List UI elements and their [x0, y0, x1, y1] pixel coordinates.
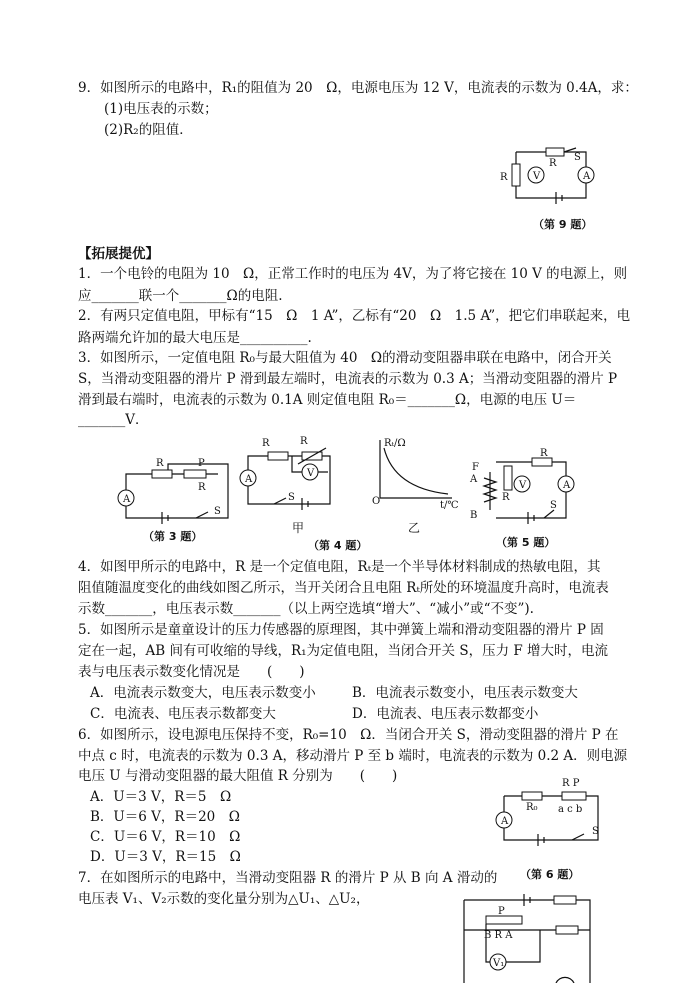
svg-text:S: S — [550, 500, 557, 511]
p4-line-1: 4．如图甲所示的电路中，R 是一个定值电阻，Rₜ是一个半导体材料制成的热敏电阻，其 — [78, 559, 601, 575]
q9-text: 9．如图所示的电路中，R₁的阻值为 20 Ω，电源电压为 12 V，电流表的示数为 0.4A，求： — [78, 80, 638, 96]
svg-text:R: R — [300, 436, 308, 447]
p2-line-2: 路两端允许加的最大电压是__________. — [78, 330, 312, 346]
fig3-circuit-diagram — [118, 452, 238, 522]
p6-option-a: A．U＝3 V，R＝5 Ω — [90, 789, 232, 805]
p6-line-2: 中点 c 时，电流表的示数为 0.3 A，移动滑片 P 至 b 端时，电流表的示数为 0.2 A．则电源 — [78, 748, 628, 764]
p3-line-4: _______V． — [78, 412, 149, 428]
svg-text:O: O — [372, 496, 381, 507]
svg-text:R: R — [549, 158, 557, 169]
svg-text:R: R — [262, 438, 270, 449]
p5-option-b: B．电流表示数变小，电压表示数变大 — [352, 685, 578, 701]
fig4-caption: （第 4 题） — [308, 539, 368, 552]
p2-line-1: 2．有两只定值电阻，甲标有“15 Ω 1 A”，乙标有“20 Ω 1.5 A”，把它们串联起来，电 — [78, 308, 631, 324]
fig7-circuit-diagram — [460, 890, 600, 983]
p6-option-d: D．U＝3 V，R＝15 Ω — [90, 849, 241, 865]
svg-text:A: A — [123, 494, 131, 505]
q9-sub-1: (1)电压表的示数； — [104, 101, 218, 117]
p6-option-c: C．U＝6 V，R＝10 Ω — [90, 829, 241, 845]
svg-text:V: V — [307, 468, 315, 479]
svg-text:Rₜ/Ω: Rₜ/Ω — [384, 438, 406, 449]
svg-text:V: V — [519, 480, 527, 491]
svg-text:S: S — [288, 492, 295, 503]
svg-text:R P: R P — [562, 778, 580, 789]
q9-caption: （第 9 题） — [533, 218, 593, 231]
fig4-graph — [370, 438, 460, 511]
svg-text:A: A — [470, 474, 478, 485]
svg-text:t/℃: t/℃ — [440, 500, 459, 511]
svg-text:R: R — [540, 448, 548, 459]
svg-text:R₀: R₀ — [526, 802, 538, 813]
svg-text:V₁: V₁ — [493, 958, 505, 969]
svg-text:R: R — [198, 482, 206, 493]
svg-text:A: A — [583, 171, 591, 182]
p5-line-2: 定在一起，AB 间有可收缩的导线，R₁为定值电阻，当闭合开关 S，压力 F 增大时，电流 — [78, 643, 609, 659]
p3-line-1: 3．如图所示，一定值电阻 R₀与最大阻值为 40 Ω的滑动变阻器串联在电路中，闭合开关 — [78, 350, 612, 366]
svg-text:V: V — [533, 171, 541, 182]
q9-circuit-diagram — [496, 140, 606, 210]
svg-text:S: S — [592, 826, 599, 837]
svg-text:R: R — [502, 492, 510, 503]
p1-line-1: 1．一个电铃的电阻为 10 Ω，正常工作时的电压为 4V，为了将它接在 10 V 的电源上，则 — [78, 266, 628, 282]
p6-option-b: B．U＝6 V，R＝20 Ω — [90, 809, 240, 825]
svg-text:A: A — [563, 480, 571, 491]
fig3-caption: （第 3 题） — [143, 530, 203, 543]
fig4-circuit-diagram — [240, 438, 350, 508]
svg-text:P: P — [198, 458, 205, 469]
fig4-label-jia: 甲 — [292, 521, 305, 535]
p5-option-a: A．电流表示数变大，电压表示数变小 — [90, 685, 316, 701]
p3-line-3: 滑到最右端时，电流表的示数为 0.1A 则定值电阻 R₀＝_______Ω，电源的电压 U＝ — [78, 392, 577, 408]
svg-text:A: A — [245, 474, 253, 485]
svg-text:a c b: a c b — [558, 804, 583, 815]
svg-text:R: R — [156, 458, 164, 469]
svg-text:R: R — [500, 172, 508, 183]
p5-line-1: 5．如图所示是童童设计的压力传感器的原理图，其中弹簧上端和滑动变阻器的滑片 P 固 — [78, 622, 604, 638]
svg-text:S: S — [214, 506, 221, 517]
fig5-circuit-diagram — [466, 448, 586, 522]
fig6-circuit-diagram — [494, 776, 602, 848]
p5-option-d: D．电流表、电压表示数都变小 — [352, 706, 539, 722]
p6-line-3: 电压 U 与滑动变阻器的最大阻值 R 分别为 ( ) — [78, 768, 398, 784]
p6-line-1: 6．如图所示，设电源电压保持不变，R₀=10 Ω．当闭合开关 S，滑动变阻器的滑片 P 在 — [78, 727, 619, 743]
p5-line-3: 表与电压表示数变化情况是 ( ) — [78, 664, 305, 680]
svg-text:A: A — [501, 816, 509, 827]
section-title: 【拓展提优】 — [78, 246, 159, 262]
q9-sub-2: (2)R₂的阻值． — [104, 122, 193, 138]
svg-text:B R A: B R A — [484, 930, 513, 941]
p7-line-1: 7．在如图所示的电路中，当滑动变阻器 R 的滑片 P 从 B 向 A 滑动的 — [78, 870, 498, 886]
svg-text:F: F — [472, 462, 479, 473]
p4-line-3: 示数_______，电压表示数_______（以上两空选填“增大”、“减小”或“不变”). — [78, 601, 534, 617]
p7-line-2: 电压表 V₁、V₂示数的变化量分别为△U₁、△U₂， — [78, 891, 370, 907]
p5-option-c: C．电流表、电压表示数都变大 — [90, 706, 276, 722]
fig5-caption: （第 5 题） — [496, 536, 556, 549]
p3-line-2: S，当滑动变阻器的滑片 P 滑到最左端时，电流表的示数为 0.3 A；当滑动变阻器的滑片 P — [78, 371, 618, 387]
p4-line-2: 阻值随温度变化的曲线如图乙所示，当开关闭合且电阻 Rₜ所处的环境温度升高时，电流表 — [78, 580, 609, 596]
svg-text:S: S — [574, 152, 581, 163]
svg-text:B: B — [470, 510, 478, 521]
fig6-caption: （第 6 题） — [520, 868, 580, 881]
fig4-label-yi: 乙 — [408, 521, 421, 535]
svg-text:P: P — [498, 906, 505, 917]
p1-line-2: 应_______联一个_______Ω的电阻. — [78, 288, 283, 304]
